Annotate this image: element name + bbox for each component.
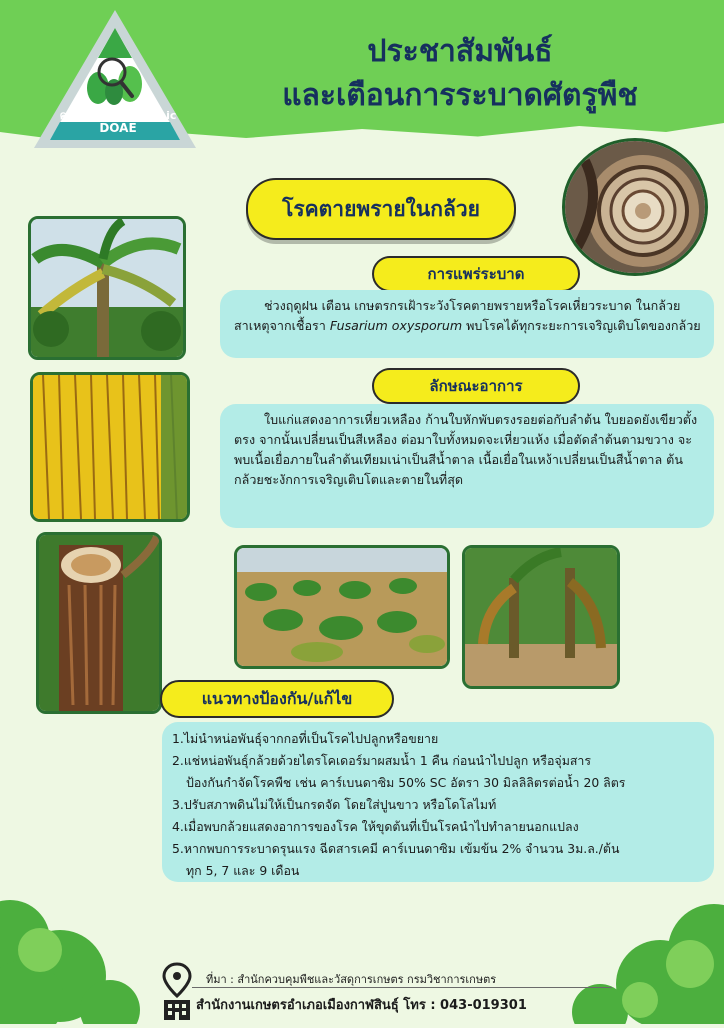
prevention-item: 2.แช่หน่อพันธุ์กล้วยด้วยไตรโคเดอร์มาผสมน้ำ 1 คืน ก่อนนำไปปลูก หรือจุ่มสาร bbox=[172, 753, 592, 768]
pathogen-name: Fusarium oxysporum bbox=[329, 318, 463, 333]
logo-text-doae: DOAE bbox=[99, 121, 137, 135]
infected-field-photo bbox=[234, 545, 450, 669]
prevention-item: 5.หากพบการระบาดรุนแรง ฉีดสารเคมี คาร์เบนดาซิม เข้มข้น 2% จำนวน 3ม.ล./ต้น bbox=[172, 841, 620, 856]
spread-text-box bbox=[220, 290, 714, 358]
prevention-item: 3.ปรับสภาพดินไม่ให้เป็นกรดจัด โดยใส่ปูนขาว หรือโดโลไมท์ bbox=[172, 797, 497, 812]
footer-divider bbox=[192, 987, 612, 988]
prevention-item: 1.ไม่นำหน่อพันธุ์จากกอที่เป็นโรคไปปลูกหรือขยาย bbox=[172, 731, 439, 746]
yellow-leaf-symptom-photo bbox=[30, 372, 190, 522]
poster-title-line2: และเตือนการระบาดศัตรูพืช bbox=[282, 78, 638, 113]
spread-text-b: พบโรคได้ทุกระยะการเจริญเติบโตของกล้วย bbox=[462, 318, 701, 333]
logo-text-clinic: คลินิกพืช Plant Clinic bbox=[59, 109, 177, 122]
banana-plant-photo bbox=[28, 216, 186, 360]
prevention-list bbox=[162, 722, 714, 882]
location-building-icon bbox=[160, 962, 194, 1020]
rhizome-cross-section-photo bbox=[562, 138, 708, 276]
prevention-item: 4.เมื่อพบกล้วยแสดงอาการของโรค ให้ขุดต้นที่เป็นโรคนำไปทำลายนอกแปลง bbox=[172, 819, 579, 834]
spread-section-label: การแพร่ระบาด bbox=[372, 256, 580, 292]
spread-text-a: ช่วงฤดูฝน เตือน เกษตรกรเฝ้าระวังโรคตายพรายหรือโรคเหี่ยวระบาด ในกล้วย สาเหตุจากเชื้อรา bbox=[234, 298, 681, 333]
symptoms-section-label: ลักษณะอาการ bbox=[372, 368, 580, 404]
prevention-item-cont: ป้องกันกำจัดโรคพืช เช่น คาร์เบนดาซิม 50% SC อัตรา 30 มิลลิลิตรต่อน้ำ 20 ลิตร bbox=[186, 775, 626, 790]
footer-office-contact: สำนักงานเกษตรอำเภอเมืองกาฬสินธุ์ โทร : 043-019301 bbox=[196, 998, 527, 1013]
rotten-pseudostem-photo bbox=[36, 532, 162, 714]
prevention-section-label: แนวทางป้องกัน/แก้ไข bbox=[160, 680, 394, 718]
symptoms-text: ใบแก่แสดงอาการเหี่ยวเหลือง ก้านใบหักพับตรงรอยต่อกับลำต้น ใบยอดยังเขียวตั้งตรง จากนั้นเปลี่ยนเป็นสีเหลือง ต่อมาใบทั้งหมดจะเหี่ยวแห้ง เมื่อตัดลำต้นตามขวาง จะพบเนื้อเยื่อภายในลำต้นเทียมเน่าเป็นสีน้ำตาล เนื้อเยื่อในเหง้าเปลี่ยนเป็นสีน้ำตาล ต้นกล้วยชะงักการเจริญเติบโตและตายในที่สุด bbox=[220, 404, 714, 528]
wilted-banana-plants-photo bbox=[462, 545, 620, 689]
poster-title-line1: ประชาสัมพันธ์ bbox=[367, 34, 553, 69]
disease-title: โรคตายพรายในกล้วย bbox=[246, 178, 516, 240]
prevention-item-cont: ทุก 5, 7 และ 9 เดือน bbox=[186, 863, 300, 878]
footer-source: ที่มา : สำนักควบคุมพืชและวัสดุการเกษตร กรมวิชาการเกษตร bbox=[206, 973, 497, 986]
